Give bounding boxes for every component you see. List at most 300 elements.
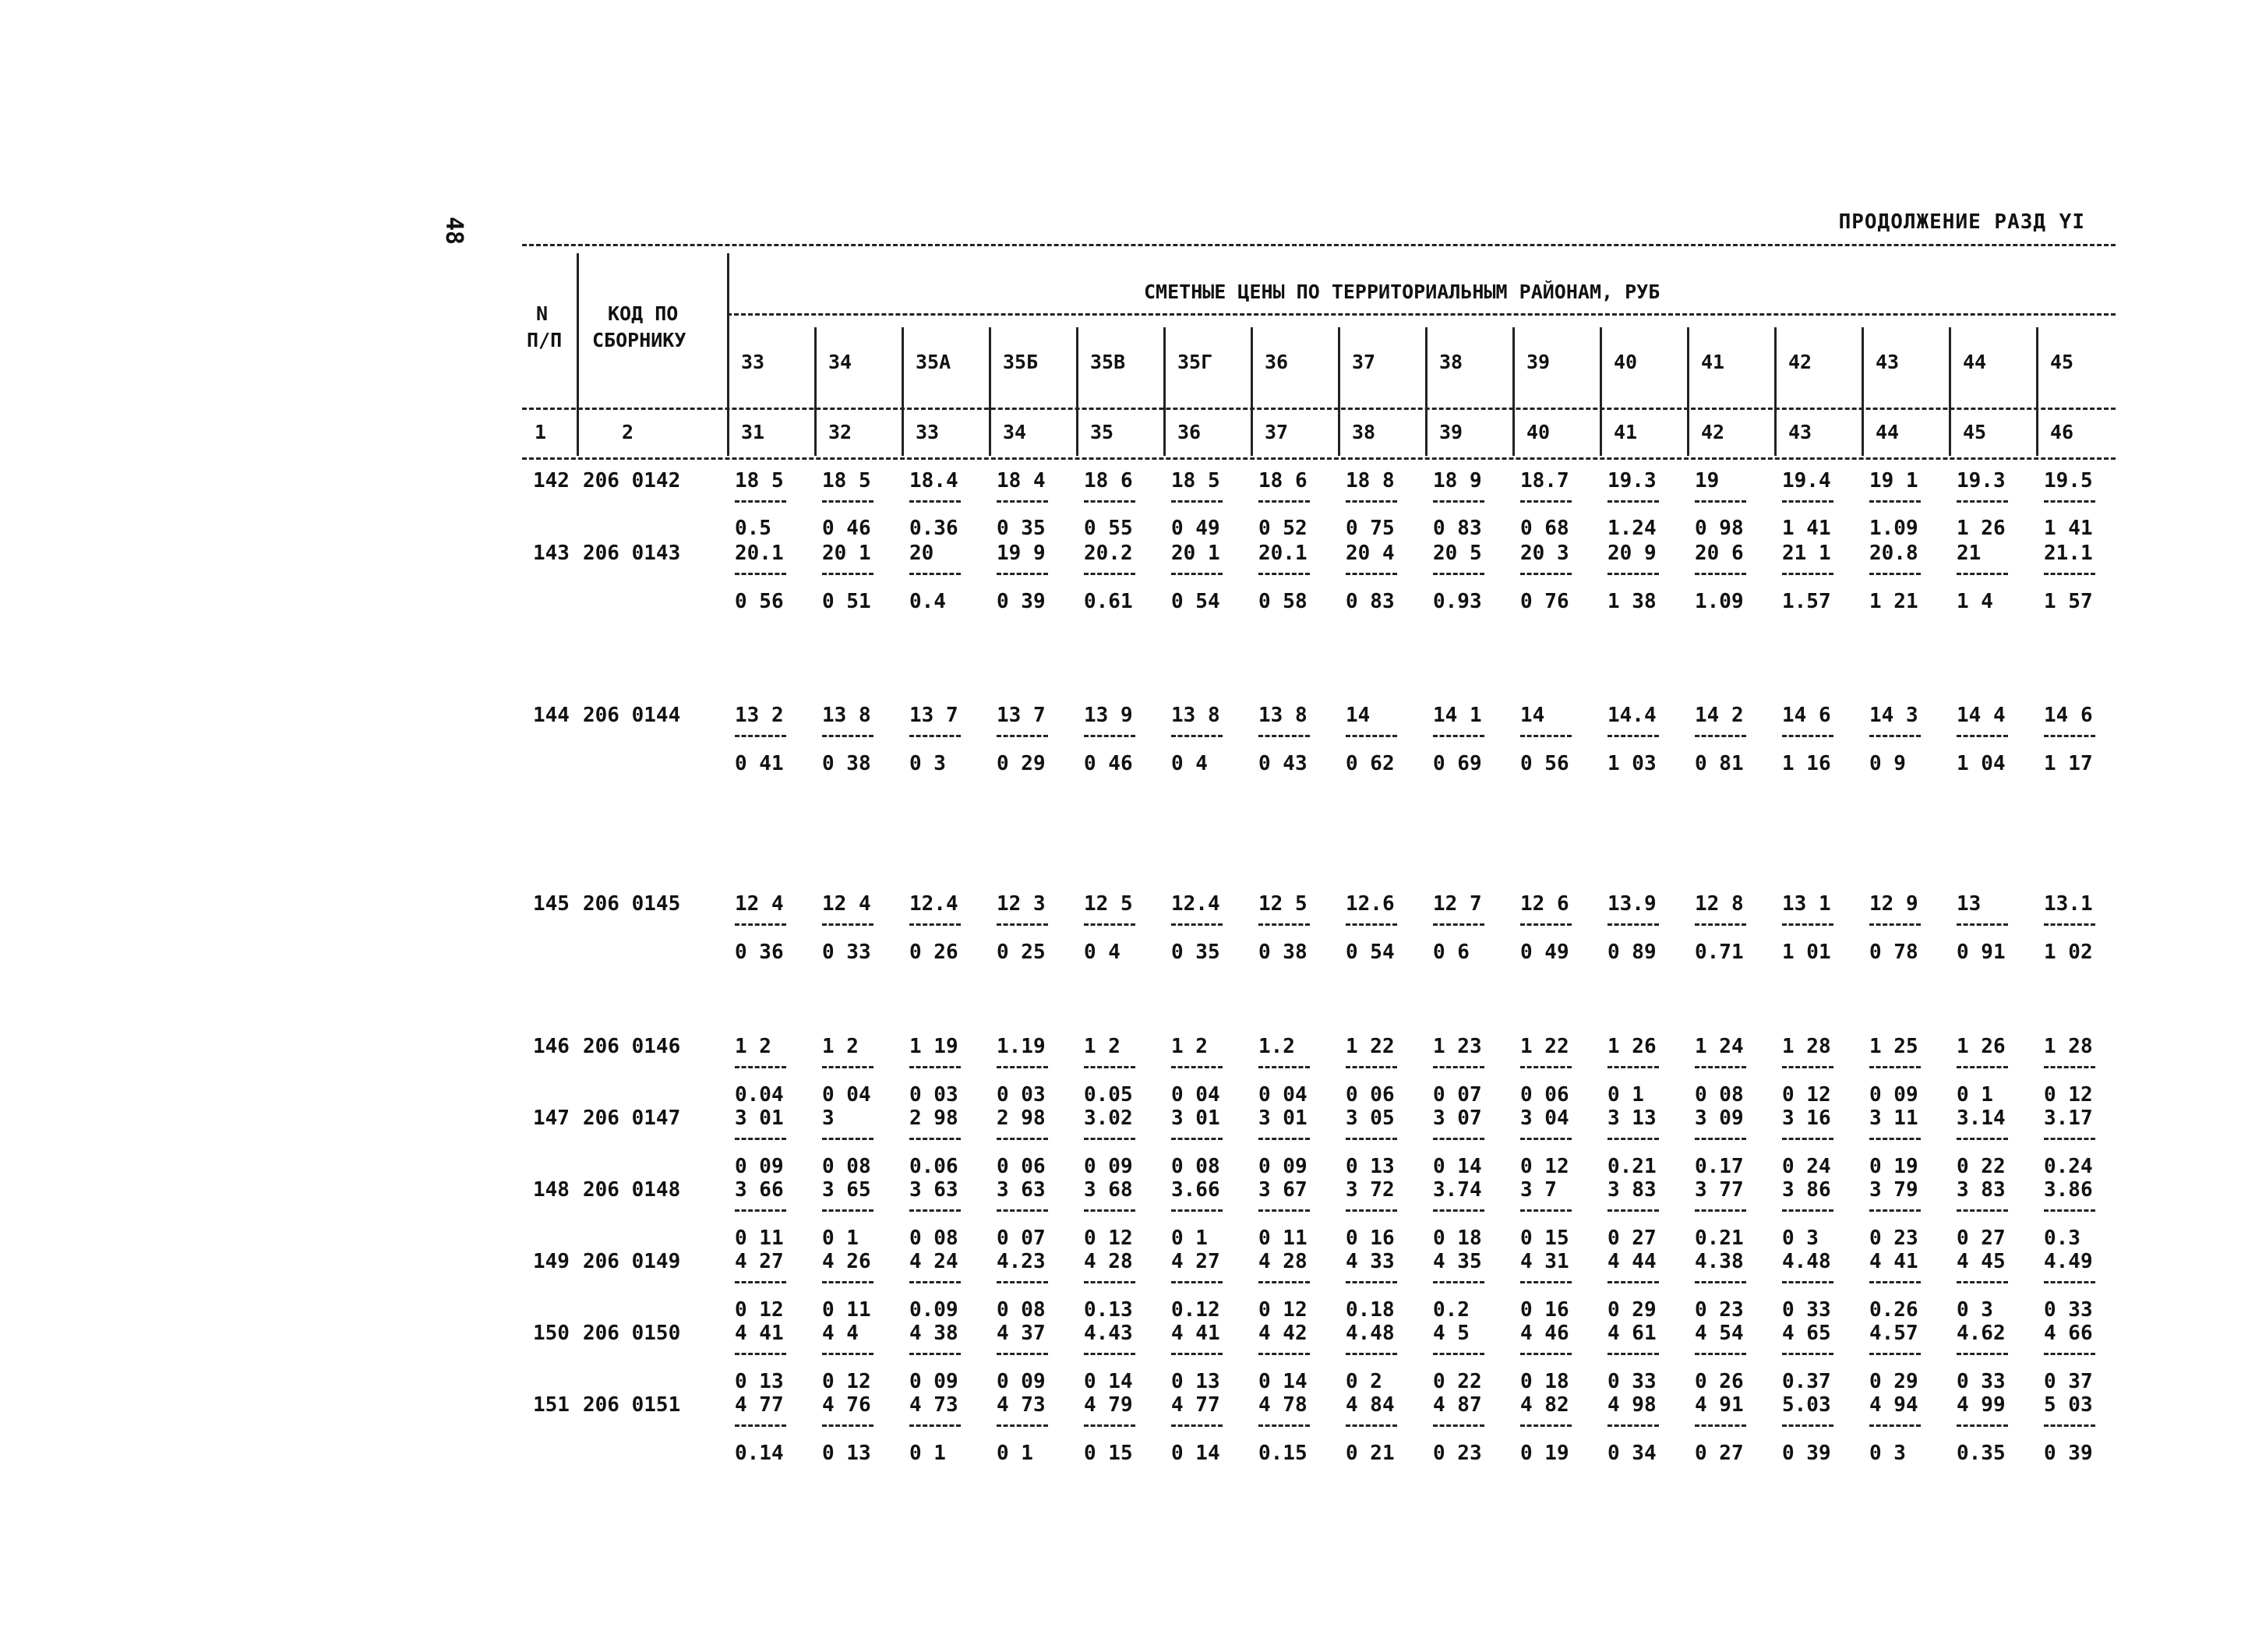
price-denominator: 0 29 [1869,1370,1918,1393]
fraction-line [1608,1424,1659,1427]
column-number: 40 [1526,421,1551,443]
price-numerator: 4 98 [1608,1393,1657,1417]
fraction-line [2044,735,2095,737]
price-numerator: 1 25 [1869,1035,1918,1058]
price-denominator: 0.4 [909,590,946,613]
price-denominator: 0.2 [1433,1298,1470,1322]
price-denominator: 0.36 [909,517,958,540]
price-denominator: 0 41 [735,752,784,775]
fraction-line [1957,1424,2008,1427]
fraction-line [1782,1138,1833,1140]
price-denominator: 0.14 [735,1442,784,1465]
fraction-line [1869,500,1921,503]
price-numerator: 4 54 [1695,1322,1744,1345]
fraction-line [1171,573,1223,575]
fraction-line [997,1281,1048,1283]
price-denominator: 0 49 [1171,517,1220,540]
fraction-line [1433,1209,1484,1212]
price-denominator: 0 1 [1608,1083,1644,1107]
price-numerator: 12.4 [1171,892,1220,916]
fraction-line [822,1281,873,1283]
fraction-line [997,1066,1048,1068]
price-numerator: 1.2 [1258,1035,1295,1058]
price-numerator: 1 22 [1346,1035,1395,1058]
fraction-line [1346,1353,1397,1355]
price-numerator: 13 8 [822,704,871,727]
price-numerator: 3 13 [1608,1107,1657,1130]
fraction-line [2044,1138,2095,1140]
price-numerator: 1 2 [1084,1035,1120,1058]
price-numerator: 4 45 [1957,1250,2006,1273]
district-header: 34 [828,351,852,373]
row-code: 206 0148 [583,1178,681,1202]
fraction-line [2044,1281,2095,1283]
price-denominator: 1 17 [2044,752,2093,775]
district-header: 40 [1614,351,1638,373]
fraction-line [1258,1281,1310,1283]
price-denominator: 0.09 [909,1298,958,1322]
price-numerator: 4 41 [735,1322,784,1345]
fraction-line [1957,1138,2008,1140]
price-numerator: 4.23 [997,1250,1046,1273]
price-denominator: 0 12 [1520,1155,1569,1178]
price-denominator: 0 27 [1695,1442,1744,1465]
district-header: 41 [1701,351,1725,373]
price-denominator: 0 03 [909,1083,958,1107]
price-denominator: 0 33 [1957,1370,2006,1393]
column-number: 38 [1352,421,1376,443]
fraction-line [909,923,961,926]
price-numerator: 4 82 [1520,1393,1569,1417]
district-header: 35А [916,351,951,373]
column-separator [1425,327,1428,456]
price-numerator: 3 07 [1433,1107,1482,1130]
fraction-line [1695,735,1746,737]
fraction-line [735,1138,786,1140]
fraction-line [909,500,961,503]
column-separator [1774,327,1777,456]
price-denominator: 0 83 [1346,590,1395,613]
price-numerator: 21.1 [2044,542,2093,565]
fraction-line [997,500,1048,503]
fraction-line [1171,1281,1223,1283]
price-denominator: 0 43 [1258,752,1308,775]
fraction-line [1520,573,1572,575]
price-denominator: 0 25 [997,941,1046,964]
column-number: 41 [1614,421,1638,443]
price-denominator: 0 62 [1346,752,1395,775]
price-denominator: 0.61 [1084,590,1133,613]
fraction-line [997,573,1048,575]
price-numerator: 1 26 [1957,1035,2006,1058]
price-denominator: 0 68 [1520,517,1569,540]
price-denominator: 0 33 [1782,1298,1831,1322]
price-denominator: 0.04 [735,1083,784,1107]
fraction-line [997,1138,1048,1140]
fraction-line [1346,1138,1397,1140]
fraction-line [1520,1138,1572,1140]
fraction-line [1084,1281,1135,1283]
price-numerator: 12 3 [997,892,1046,916]
row-code: 206 0147 [583,1107,681,1130]
price-denominator: 0 06 [1346,1083,1395,1107]
price-numerator: 1 28 [1782,1035,1831,1058]
price-denominator: 0 14 [1171,1442,1220,1465]
price-denominator: 0 56 [735,590,784,613]
fraction-line [735,1353,786,1355]
price-denominator: 0 15 [1084,1442,1133,1465]
fraction-line [1782,735,1833,737]
fraction-line [1084,923,1135,926]
price-denominator: 0 06 [1520,1083,1569,1107]
price-denominator: 0 1 [997,1442,1033,1465]
price-numerator: 1 19 [909,1035,958,1058]
price-numerator: 14 1 [1433,704,1482,727]
price-denominator: 0 3 [909,752,946,775]
price-denominator: 0 9 [1869,752,1906,775]
price-denominator: 0 12 [822,1370,871,1393]
price-denominator: 0.15 [1258,1442,1308,1465]
price-numerator: 4 76 [822,1393,871,1417]
price-denominator: 0 6 [1433,941,1470,964]
price-denominator: 0 29 [1608,1298,1657,1322]
price-denominator: 0 4 [1171,752,1208,775]
fraction-line [1695,500,1746,503]
price-numerator: 4 66 [2044,1322,2093,1345]
price-denominator: 0 09 [1084,1155,1133,1178]
column-number: 36 [1177,421,1202,443]
district-header: 44 [1963,351,1987,373]
price-numerator: 4 73 [909,1393,958,1417]
fraction-line [1869,1353,1921,1355]
price-denominator: 0.12 [1171,1298,1220,1322]
fraction-line [1258,923,1310,926]
price-numerator: 20.1 [1258,542,1308,565]
fraction-line [1608,923,1659,926]
price-numerator: 20.2 [1084,542,1133,565]
price-denominator: 0 09 [735,1155,784,1178]
price-numerator: 20.8 [1869,542,1918,565]
fraction-line [1782,1424,1833,1427]
price-numerator: 4 79 [1084,1393,1133,1417]
price-numerator: 12 7 [1433,892,1482,916]
price-denominator: 0 21 [1346,1442,1395,1465]
fraction-line [1258,1066,1310,1068]
price-denominator: 1.09 [1869,517,1918,540]
price-denominator: 0 08 [1171,1155,1220,1178]
price-numerator: 19 [1695,469,1720,492]
price-numerator: 3 83 [1957,1178,2006,1202]
price-numerator: 4 35 [1433,1250,1482,1273]
price-numerator: 3.14 [1957,1107,2006,1130]
price-numerator: 13.1 [2044,892,2093,916]
price-numerator: 4 26 [822,1250,871,1273]
fraction-line [1520,1353,1572,1355]
fraction-line [1869,1281,1921,1283]
price-denominator: 0 83 [1433,517,1482,540]
price-denominator: 0 11 [822,1298,871,1322]
fraction-line [1782,1353,1833,1355]
price-denominator: 1 38 [1608,590,1657,613]
price-numerator: 4 41 [1171,1322,1220,1345]
column-number: 44 [1876,421,1900,443]
column-number: 32 [828,421,852,443]
price-numerator: 4 41 [1869,1250,1918,1273]
price-numerator: 13 2 [735,704,784,727]
row-code: 206 0145 [583,892,681,916]
fraction-line [1084,1209,1135,1212]
price-denominator: 1 21 [1869,590,1918,613]
price-denominator: 0 16 [1520,1298,1569,1322]
fraction-line [1782,1209,1833,1212]
price-denominator: 0 98 [1695,517,1744,540]
fraction-line [822,1353,873,1355]
district-header: 45 [2050,351,2074,373]
price-denominator: 0 12 [1258,1298,1308,1322]
column-separator [989,327,991,456]
price-numerator: 13 7 [909,704,958,727]
price-denominator: 1 26 [1957,517,2006,540]
price-denominator: 0 22 [1957,1155,2006,1178]
price-denominator: 0.71 [1695,941,1744,964]
fraction-line [1695,1353,1746,1355]
price-denominator: 0.5 [735,517,771,540]
price-numerator: 19.3 [1957,469,2006,492]
fraction-line [1258,1353,1310,1355]
fraction-line [1171,923,1223,926]
price-numerator: 4 84 [1346,1393,1395,1417]
fraction-line [1520,500,1572,503]
fraction-line [822,1209,873,1212]
column-number: 35 [1090,421,1114,443]
fraction-line [822,1066,873,1068]
price-denominator: 0 37 [2044,1370,2093,1393]
price-numerator: 4 33 [1346,1250,1395,1273]
price-denominator: 0 33 [2044,1298,2093,1322]
price-numerator: 5.03 [1782,1393,1831,1417]
price-numerator: 4 27 [735,1250,784,1273]
price-numerator: 12 4 [735,892,784,916]
price-numerator: 4.57 [1869,1322,1918,1345]
price-numerator: 1 22 [1520,1035,1569,1058]
price-denominator: 1.57 [1782,590,1831,613]
fraction-line [1608,1209,1659,1212]
column-separator [1251,327,1253,456]
price-numerator: 3 63 [909,1178,958,1202]
header-code-label: КОД ПО [608,302,679,325]
price-numerator: 18 5 [822,469,871,492]
price-numerator: 1 2 [1171,1035,1208,1058]
price-denominator: 0 08 [997,1298,1046,1322]
row-code: 206 0150 [583,1322,681,1345]
price-numerator: 2 98 [909,1107,958,1130]
fraction-line [1084,735,1135,737]
price-numerator: 12 8 [1695,892,1744,916]
price-numerator: 20 1 [822,542,871,565]
price-numerator: 1 26 [1608,1035,1657,1058]
price-numerator: 3 72 [1346,1178,1395,1202]
district-header: 37 [1352,351,1376,373]
fraction-line [2044,1209,2095,1212]
price-numerator: 2 98 [997,1107,1046,1130]
price-numerator: 14 [1346,704,1371,727]
fraction-line [1346,1209,1397,1212]
price-numerator: 3 77 [1695,1178,1744,1202]
price-numerator: 13 8 [1258,704,1308,727]
price-numerator: 4 31 [1520,1250,1569,1273]
price-numerator: 4 24 [909,1250,958,1273]
price-numerator: 20 5 [1433,542,1482,565]
price-denominator: 0 36 [735,941,784,964]
fraction-line [1782,1066,1833,1068]
page-number: 48 [440,217,468,245]
fraction-line [1171,1066,1223,1068]
price-denominator: 1 01 [1782,941,1831,964]
price-denominator: 0.93 [1433,590,1482,613]
price-numerator: 3.66 [1171,1178,1220,1202]
row-code: 206 0143 [583,542,681,565]
fraction-line [1520,923,1572,926]
fraction-line [997,1353,1048,1355]
row-number: 142 [533,469,570,492]
column-separator [1949,327,1951,456]
price-denominator: 0 04 [1171,1083,1220,1107]
fraction-line [1608,1138,1659,1140]
price-denominator: 0 09 [1869,1083,1918,1107]
price-numerator: 1 23 [1433,1035,1482,1058]
price-denominator: 0 1 [909,1442,946,1465]
price-denominator: 0 13 [822,1442,871,1465]
fraction-line [1957,1209,2008,1212]
fraction-line [1695,1209,1746,1212]
fraction-line [1957,1066,2008,1068]
row-code: 206 0142 [583,469,681,492]
row-code: 206 0144 [583,704,681,727]
price-denominator: 0.35 [1957,1442,2006,1465]
fraction-line [1258,1209,1310,1212]
fraction-line [822,573,873,575]
price-denominator: 0.13 [1084,1298,1133,1322]
column-separator [2036,327,2038,456]
price-numerator: 12.4 [909,892,958,916]
district-header: 42 [1788,351,1812,373]
price-numerator: 3 04 [1520,1107,1569,1130]
district-header: 33 [741,351,765,373]
price-denominator: 1 16 [1782,752,1831,775]
fraction-line [997,735,1048,737]
fraction-line [909,573,961,575]
price-numerator: 3 01 [1171,1107,1220,1130]
price-denominator: 0 14 [1084,1370,1133,1393]
fraction-line [997,1209,1048,1212]
price-numerator: 13 1 [1782,892,1831,916]
price-denominator: 0 08 [1695,1083,1744,1107]
price-denominator: 0 23 [1433,1442,1482,1465]
fraction-line [1608,500,1659,503]
row-number: 150 [533,1322,570,1345]
price-numerator: 4.62 [1957,1322,2006,1345]
fraction-line [735,1424,786,1427]
fraction-line [997,923,1048,926]
fraction-line [1520,1281,1572,1283]
price-numerator: 4 65 [1782,1322,1831,1345]
price-denominator: 0 56 [1520,752,1569,775]
fraction-line [1258,1424,1310,1427]
fraction-line [1957,1281,2008,1283]
price-denominator: 0 29 [997,752,1046,775]
price-numerator: 3 09 [1695,1107,1744,1130]
price-denominator: 0.24 [2044,1155,2093,1178]
price-denominator: 0 78 [1869,941,1918,964]
fraction-line [1695,1424,1746,1427]
column-separator [1600,327,1602,456]
price-numerator: 1 28 [2044,1035,2093,1058]
price-denominator: 0 04 [822,1083,871,1107]
price-numerator: 4 38 [909,1322,958,1345]
price-numerator: 18.7 [1520,469,1569,492]
price-denominator: 0 11 [1258,1227,1308,1250]
price-denominator: 0 23 [1869,1227,1918,1250]
fraction-line [1869,1138,1921,1140]
price-numerator: 13 8 [1171,704,1220,727]
price-denominator: 0.17 [1695,1155,1744,1178]
price-denominator: 0 39 [1782,1442,1831,1465]
fraction-line [1171,1424,1223,1427]
fraction-line [1084,500,1135,503]
fraction-line [909,1138,961,1140]
price-denominator: 1 41 [1782,517,1831,540]
price-denominator: 0 12 [1084,1227,1133,1250]
fraction-line [1171,1353,1223,1355]
price-numerator: 3 86 [1782,1178,1831,1202]
price-numerator: 4 37 [997,1322,1046,1345]
price-numerator: 18 4 [997,469,1046,492]
fraction-line [822,1138,873,1140]
district-header: 39 [1526,351,1551,373]
column-number: 31 [741,421,765,443]
price-numerator: 14.4 [1608,704,1657,727]
price-numerator: 4 27 [1171,1250,1220,1273]
fraction-line [909,1353,961,1355]
header-bottom-rule [522,457,2116,460]
row-code: 206 0151 [583,1393,681,1417]
price-numerator: 20 6 [1695,542,1744,565]
price-numerator: 3 01 [735,1107,784,1130]
fraction-line [735,500,786,503]
price-denominator: 0 76 [1520,590,1569,613]
price-denominator: 0 1 [1171,1227,1208,1250]
price-denominator: 0 24 [1782,1155,1831,1178]
price-numerator: 4 28 [1258,1250,1308,1273]
row-number: 151 [533,1393,570,1417]
price-denominator: 0 46 [1084,752,1133,775]
column-number: 43 [1788,421,1812,443]
price-numerator: 14 2 [1695,704,1744,727]
price-denominator: 0 19 [1869,1155,1918,1178]
price-denominator: 0 33 [1608,1370,1657,1393]
price-denominator: 0 18 [1433,1227,1482,1250]
district-header: 38 [1439,351,1463,373]
price-numerator: 1 2 [735,1035,771,1058]
price-denominator: 0 49 [1520,941,1569,964]
row-number: 148 [533,1178,570,1202]
price-denominator: 0 69 [1433,752,1482,775]
column-number: 42 [1701,421,1725,443]
price-denominator: 0 35 [997,517,1046,540]
fraction-line [1346,500,1397,503]
continuation-title: ПРОДОЛЖЕНИЕ РАЗД YI [1838,210,2085,234]
fraction-line [1433,500,1484,503]
